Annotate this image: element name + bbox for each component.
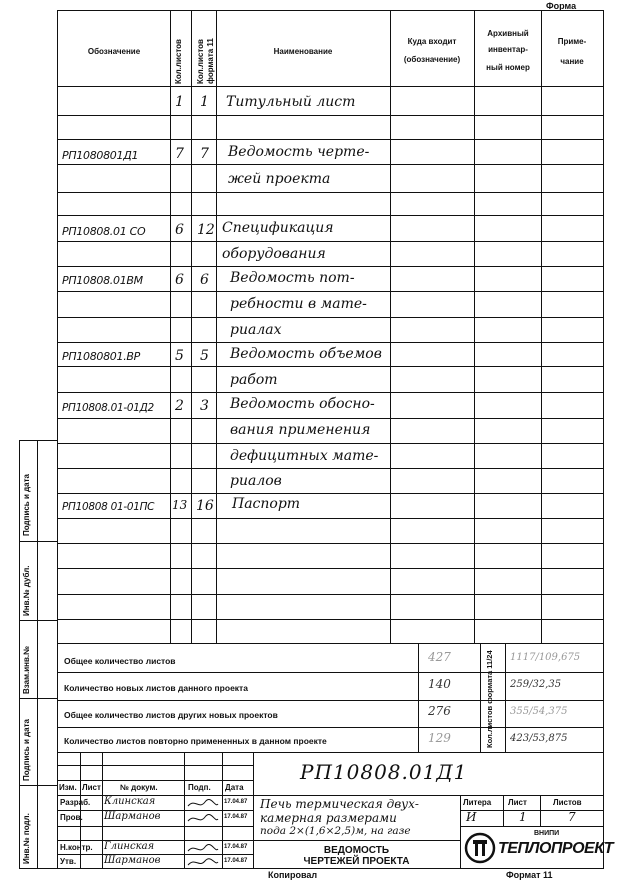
stamp-role: Пров. [60, 813, 83, 822]
copied-label: Копировал [268, 870, 318, 880]
row-sheets: 5 [175, 348, 184, 364]
totals-value-a: 129 [428, 731, 451, 745]
side-strip-line [19, 868, 57, 869]
side-stamp-orig-inv: Инв.№ подл. [22, 813, 31, 864]
side-stamp-signature-1: Подпись и дата [22, 474, 31, 536]
row-sheets: 6 [175, 222, 184, 238]
stamp-col-sign: Подп. [188, 783, 211, 792]
totals-label: Количество новых листов данного проекта [64, 683, 248, 693]
org-small-label: ВНИПИ [534, 830, 560, 837]
row-name-line: работ [230, 372, 278, 388]
stamp-litera-label: Литера [463, 798, 492, 807]
row-line [57, 291, 604, 292]
side-stamp-replace-inv: Взам.инв.№ [22, 645, 31, 694]
header-archive-2: инвентар- [488, 45, 528, 54]
row-name-line: Паспорт [232, 496, 301, 512]
row-line [57, 443, 604, 444]
row-format-sheets: 5 [200, 348, 209, 364]
row-name-line: Ведомость объемов [230, 346, 382, 362]
totals-col [480, 643, 481, 752]
row-line [57, 518, 604, 519]
row-line [57, 164, 604, 165]
totals-value-b: 423/53,875 [510, 733, 568, 744]
stamp-col-date: Дата [225, 783, 244, 792]
stamp-col-change: Изм. [59, 783, 77, 792]
stamp-col-docnum: № докум. [120, 783, 158, 792]
row-line [57, 392, 604, 393]
row-line [57, 366, 604, 367]
totals-value-b: 355/54,375 [510, 706, 568, 717]
frame-top [57, 10, 604, 11]
totals-value-a: 140 [428, 677, 451, 691]
totals-label: Количество листов повторно примененных в данном проекте [64, 736, 327, 746]
row-line [57, 594, 604, 595]
stamp-role: Разраб. [60, 798, 91, 807]
totals-line [57, 727, 604, 728]
row-sheets: 6 [175, 272, 184, 288]
stamp-row [460, 826, 604, 827]
row-format-sheets: 16 [196, 498, 214, 514]
totals-bottom-line [57, 752, 604, 753]
row-line [57, 568, 604, 569]
header-archive-3: ный номер [486, 63, 530, 72]
stamp-person-date: 17.04.87 [224, 844, 248, 850]
header-note-2: чание [560, 57, 584, 66]
col-line-6 [541, 10, 542, 643]
col-line-5 [474, 10, 475, 643]
row-code: РП10808 01-01ПС [62, 501, 155, 513]
row-code: РП10808.01-01Д2 [62, 402, 154, 414]
totals-col [418, 643, 419, 752]
side-strip-line [19, 785, 57, 786]
stamp-person-name: Шарманов [104, 811, 161, 822]
totals-value-a: 427 [428, 650, 451, 664]
header-name: Наименование [273, 47, 333, 56]
stamp-person-name: Глинская [104, 841, 155, 852]
row-format-sheets: 3 [200, 398, 209, 414]
row-name-line: жей проекта [228, 171, 331, 187]
row-line [57, 215, 604, 216]
row-sheets: 1 [175, 94, 184, 110]
side-strip-line [19, 440, 57, 441]
stamp-role: Утв. [60, 857, 77, 866]
row-name-line: риалах [230, 322, 282, 338]
row-name-line: Титульный лист [226, 94, 356, 110]
side-strip-line [19, 541, 57, 542]
header-qty-format: Кол.листов формата 11 [196, 38, 215, 84]
totals-value-b: 259/32,35 [510, 679, 562, 690]
row-line [57, 115, 604, 116]
row-name-line: Ведомость черте- [228, 144, 370, 160]
row-name-line: Ведомость пот- [230, 270, 355, 286]
side-strip-mid [37, 440, 38, 868]
row-line [57, 139, 604, 140]
totals-col [505, 643, 506, 752]
col-line-1 [170, 10, 171, 643]
row-name-line: ребности в мате- [230, 296, 367, 312]
row-name-line: Ведомость обосно- [230, 396, 375, 412]
row-format-sheets: 12 [197, 222, 215, 238]
totals-label: Общее количество листов других новых проектов [64, 710, 278, 720]
col-line-2 [191, 10, 192, 643]
row-format-sheets: 6 [200, 272, 209, 288]
row-line [57, 317, 604, 318]
stamp-product-line: Печь термическая двух- [260, 797, 419, 811]
row-line [57, 468, 604, 469]
row-code: РП1080801Д1 [62, 149, 139, 162]
row-line [57, 543, 604, 544]
stamp-row [253, 840, 460, 841]
stamp-sheets-label: Листов [553, 798, 582, 807]
totals-value-a: 276 [428, 704, 451, 718]
stamp-row [57, 840, 253, 841]
stamp-row [460, 810, 604, 811]
side-stamp-signature-2: Подпись и дата [22, 719, 31, 781]
header-qty-sheets: Кол.листов [174, 39, 183, 84]
stamp-row [57, 765, 253, 766]
table-bottom-line [57, 643, 604, 644]
header-note-1: Приме- [557, 37, 587, 46]
row-code: РП10808.01ВМ [62, 274, 143, 287]
row-name-line: дефицитных мате- [230, 448, 379, 464]
form-label: Форма [546, 1, 577, 11]
stamp-row [57, 826, 253, 827]
totals-line [57, 700, 604, 701]
header-where-1: Куда входит [407, 37, 457, 46]
row-format-sheets: 7 [200, 146, 209, 162]
header-where-2: (обозначение) [403, 55, 461, 64]
row-name-line: Спецификация [222, 220, 334, 236]
stamp-person-name: Шарманов [104, 855, 161, 866]
signature-scribbles [185, 796, 221, 868]
stamp-person-name: Клинская [104, 796, 156, 807]
stamp-title-line2: ЧЕРТЕЖЕЙ ПРОЕКТА [303, 856, 410, 867]
row-code: РП10808.01 СО [62, 225, 146, 238]
stamp-sheet-label: Лист [508, 798, 527, 807]
format-label: Формат 11 [506, 870, 553, 880]
stamp-product-line: пода 2×(1,6×2,5)м, на газе [260, 825, 411, 837]
stamp-doc-code: РП10808.01Д1 [300, 760, 468, 784]
side-stamp-dup-inv: Инв.№ дубл. [22, 565, 31, 616]
stamp-sheet: 1 [519, 810, 527, 824]
row-line [57, 192, 604, 193]
stamp-row [57, 780, 253, 781]
org-emblem-icon [464, 832, 496, 864]
header-archive-1: Архивный [487, 29, 529, 38]
totals-line [57, 672, 604, 673]
side-strip-line [19, 698, 57, 699]
row-line [57, 342, 604, 343]
side-strip-line [19, 620, 57, 621]
row-name-line: вания применения [230, 422, 371, 438]
totals-value-b: 1117/109,675 [510, 652, 581, 663]
col-line-3 [216, 10, 217, 643]
header-designation: Обозначение [87, 47, 141, 56]
stamp-product-line: камерная размерами [260, 811, 397, 825]
row-sheets: 7 [175, 146, 184, 162]
row-format-sheets: 1 [200, 94, 209, 110]
row-sheets: 2 [175, 398, 184, 414]
row-line [57, 418, 604, 419]
row-name-line: оборудования [222, 246, 326, 262]
row-line [57, 493, 604, 494]
totals-vertical-label: Кол.листов формата 11/24 [485, 650, 494, 748]
stamp-sheets: 7 [568, 810, 576, 824]
stamp-col [460, 795, 461, 868]
side-strip-left [19, 440, 20, 868]
org-name: ТЕПЛОПРОЕКТ [498, 840, 613, 857]
row-sheets: 13 [172, 498, 188, 512]
stamp-person-date: 17.04.87 [224, 814, 248, 820]
row-name-line: риалов [230, 473, 282, 489]
stamp-col-sheet: Лист [82, 783, 101, 792]
stamp-person-date: 17.04.87 [224, 799, 248, 805]
stamp-litera: И [466, 810, 477, 824]
org-logo [462, 830, 613, 866]
row-code: РП1080801.ВР [62, 350, 140, 363]
row-line [57, 241, 604, 242]
frame-bottom [57, 868, 604, 869]
totals-label: Общее количество листов [64, 656, 176, 666]
stamp-person-date: 17.04.87 [224, 858, 248, 864]
stamp-title-line1: ВЕДОМОСТЬ [323, 845, 390, 856]
col-line-4 [390, 10, 391, 643]
row-line [57, 266, 604, 267]
header-bottom-line [57, 86, 604, 87]
stamp-role: Н.контр. [60, 843, 93, 852]
row-line [57, 619, 604, 620]
